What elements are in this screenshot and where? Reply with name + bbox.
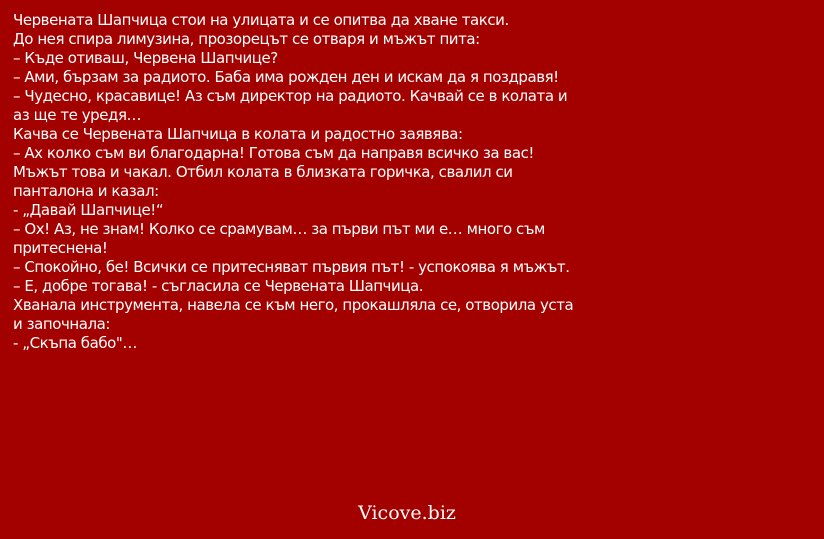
story-line: Хванала инструмента, навела се към него, прокашляла се, отворила уста и започнала: (13, 296, 574, 333)
story-line: Качва се Червената Шапчица в колата и радостно заявява: (13, 125, 463, 143)
story-line: Червената Шапчица стои на улицата и се опитва да хване такси. (13, 11, 509, 29)
joke-text (13, 11, 583, 353)
story-line: – Ох! Аз, не знам! Колко се срамувам… за първи път ми е… много съм притеснена! (13, 220, 545, 257)
story-line: – Ах колко съм ви благодарна! Готова съм да направя всичко за вас! (13, 144, 534, 162)
story-line: - „Скъпа бабо"… (13, 334, 137, 352)
story-line: Мъжът това и чакал. Отбил колата в близката горичка, свалил си панталона и казал: (13, 163, 513, 200)
story-line: – Е, добре тогава! - съгласила се Червената Шапчица. (13, 277, 424, 295)
story-line: – Спокойно, бе! Всички се притесняват първия път! - успокоява я мъжът. (13, 258, 570, 276)
story-line: До нея спира лимузина, прозорецът се отваря и мъжът пита: (13, 30, 480, 48)
site-watermark: Vicove.biz (358, 502, 456, 524)
story-line: – Ами, бързам за радиото. Баба има рожден ден и искам да я поздравя! (13, 68, 559, 86)
story-line: – Къде отиваш, Червена Шапчице? (13, 49, 278, 67)
story-line: – Чудесно, красавице! Аз съм директор на радиото. Качвай се в колата и аз ще те уредя… (13, 87, 568, 124)
story-line: - „Давай Шапчице!“ (13, 201, 164, 219)
